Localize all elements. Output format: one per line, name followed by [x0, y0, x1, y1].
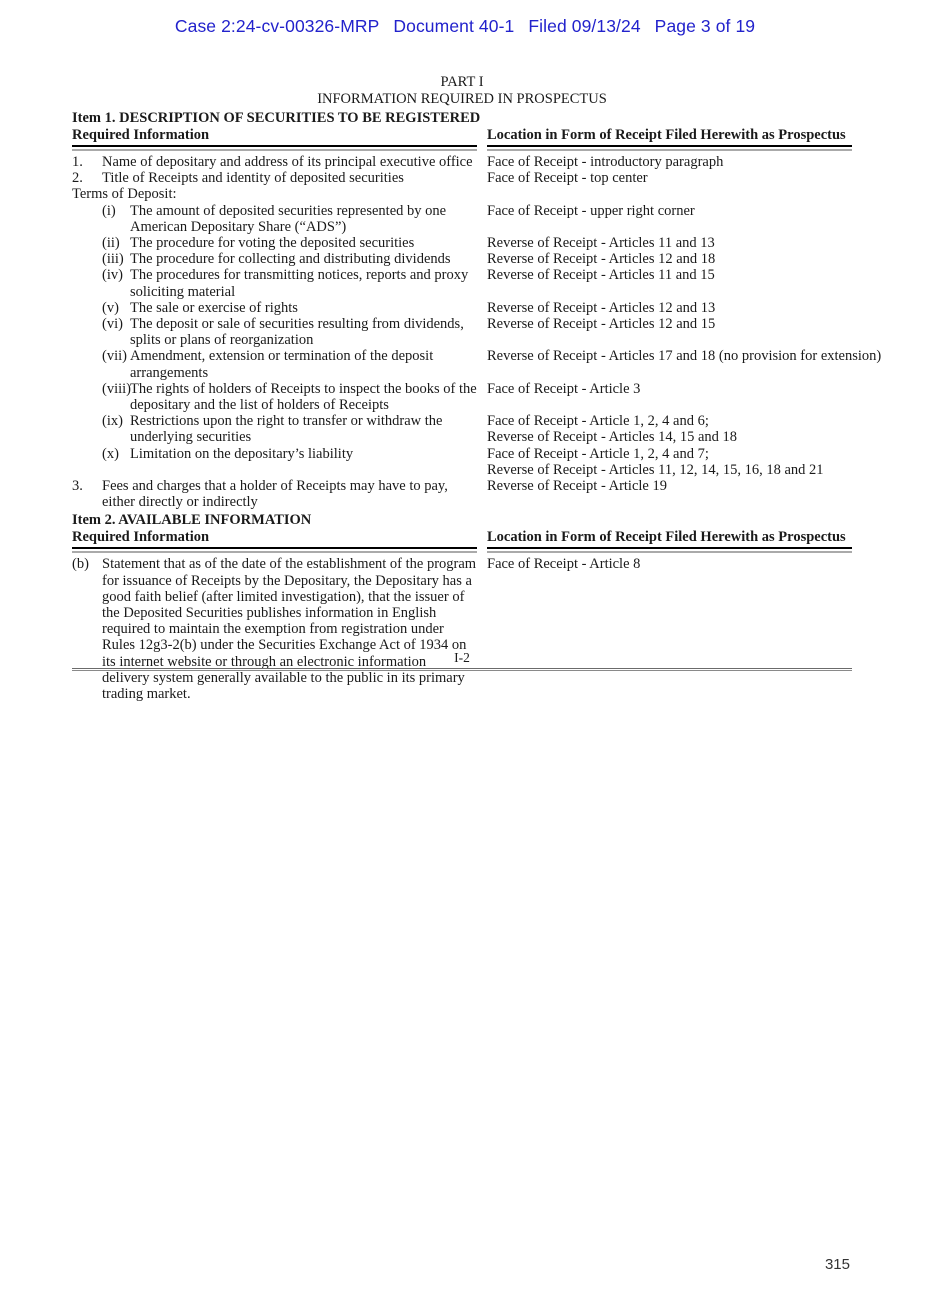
table-row: [72, 235, 852, 251]
row-required-information: [72, 300, 477, 316]
row-required-information: [72, 446, 477, 462]
item2-rows: [72, 556, 852, 702]
ecf-header-stamp: [0, 16, 930, 37]
row-left-text: Terms of Deposit:: [72, 186, 177, 203]
row-marker: 1.: [72, 154, 83, 170]
row-location-in-form: [487, 235, 852, 251]
row-location-in-form: [487, 300, 852, 316]
row-required-information: [72, 316, 477, 348]
table-row: [72, 446, 852, 478]
row-location-in-form: [487, 203, 852, 219]
row-marker: (ii): [102, 235, 120, 252]
row-right-line: Face of Receipt - upper right corner: [487, 202, 695, 219]
row-right-line: Reverse of Receipt - Articles 11 and 15: [487, 267, 715, 284]
row-right-line: Reverse of Receipt - Articles 11 and 13: [487, 235, 715, 252]
row-required-information: [72, 556, 477, 702]
row-right-line: Reverse of Receipt - Articles 11, 12, 14, 15, 16, 18 and 21: [487, 461, 824, 478]
row-required-information: [72, 478, 477, 510]
ecf-filed-date: Filed 09/13/24: [528, 16, 641, 36]
ecf-page-indicator: Page 3 of 19: [654, 16, 756, 36]
row-left-text: Statement that as of the date of the establishment of the program for issuance of Receipts by the Depositary, the Depositary has a good faith belief (after limited investigation), that the issuer of the Deposited Securities publishes information in English required to maintain the exemption from registration under Rules 12g3-2(b) under the Securities Exchange Act of 1934 on its internet website or through an electronic information delivery system generally available to the public in its primary trading market.: [102, 556, 477, 703]
row-left-text: Amendment, extension or termination of the deposit arrangements: [130, 348, 434, 381]
ecf-case-number: Case 2:24-cv-00326-MRP: [174, 16, 380, 36]
row-right-line: Reverse of Receipt - Articles 12 and 15: [487, 316, 716, 333]
row-marker: (iii): [102, 251, 124, 268]
row-left-text: The rights of holders of Receipts to inspect the books of the depositary and the list of holders of Receipts: [130, 380, 477, 414]
item1-rows: [72, 154, 882, 511]
row-left-text: Restrictions upon the right to transfer or withdraw the underlying securities: [130, 413, 443, 446]
item2-heading: Item 2. AVAILABLE INFORMATION: [72, 512, 312, 529]
row-marker: (b): [72, 556, 89, 573]
row-right-line: Reverse of Receipt - Articles 12 and 18: [487, 251, 716, 268]
item2-col-head-left: Required Information: [72, 529, 477, 549]
row-right-line: Face of Receipt - top center: [487, 170, 648, 187]
table-row: [72, 478, 852, 510]
row-right-line: Face of Receipt - Article 1, 2, 4 and 6;: [487, 413, 709, 430]
row-left-text: The procedures for transmitting notices, reports and proxy soliciting material: [130, 267, 469, 300]
row-location-in-form: [487, 478, 852, 494]
row-marker: (vi): [102, 316, 123, 333]
row-location-in-form: [487, 267, 852, 283]
row-left-text: The procedure for voting the deposited securities: [130, 235, 415, 252]
item2-col-head-right: Location in Form of Receipt Filed Herewith as Prospectus: [487, 529, 852, 549]
row-marker: (i): [102, 202, 116, 219]
page-footer: [72, 650, 852, 671]
row-required-information: [72, 267, 477, 299]
row-required-information: [72, 348, 477, 380]
table-row: [72, 316, 852, 348]
bates-page-number: 315: [824, 1256, 850, 1273]
row-left-text: The deposit or sale of securities resulting from dividends, splits or plans of reorganization: [130, 316, 464, 349]
table-row: [72, 413, 852, 445]
row-marker: 2.: [72, 170, 83, 187]
row-right-line: Face of Receipt - Article 1, 2, 4 and 7;: [487, 445, 709, 462]
row-location-in-form: [487, 170, 852, 186]
table-row: [72, 556, 852, 702]
row-location-in-form: [487, 316, 852, 332]
row-left-text: Limitation on the depositary’s liability: [130, 445, 354, 462]
row-location-in-form: [487, 251, 852, 267]
row-marker: (viii): [102, 380, 131, 397]
row-left-text: The sale or exercise of rights: [130, 299, 298, 316]
row-location-in-form: [487, 154, 852, 170]
row-location-in-form: [487, 556, 852, 572]
item1-col-head-right: Location in Form of Receipt Filed Herewith as Prospectus: [487, 127, 852, 147]
row-marker: (vii): [102, 348, 127, 365]
row-location-in-form: [487, 446, 852, 478]
row-location-in-form: [487, 348, 881, 364]
ecf-document-number: Document 40-1: [393, 16, 515, 36]
part-line-1: PART I: [440, 74, 484, 90]
row-left-text: Name of depositary and address of its principal executive office: [102, 154, 473, 170]
row-required-information: [72, 186, 477, 202]
row-required-information: [72, 170, 477, 186]
row-right-line: Reverse of Receipt - Article 19: [487, 478, 667, 495]
table-row: [72, 381, 852, 413]
row-right-line: Face of Receipt - Article 3: [487, 380, 641, 397]
row-right-line: Reverse of Receipt - Articles 12 and 13: [487, 299, 716, 316]
footer-divider: [72, 668, 852, 671]
table-row: [72, 170, 852, 186]
row-right-line: Reverse of Receipt - Articles 14, 15 and 18: [487, 429, 738, 446]
row-location-in-form: [487, 413, 852, 445]
row-left-text: Fees and charges that a holder of Receipts may have to pay, either directly or indirectly: [102, 478, 448, 511]
table-row: [72, 267, 852, 299]
row-right-line: Face of Receipt - Article 8: [487, 556, 641, 573]
table-row: [72, 348, 882, 381]
row-location-in-form: [487, 381, 852, 397]
row-left-text: The procedure for collecting and distributing dividends: [130, 251, 451, 268]
row-marker: (ix): [102, 413, 123, 430]
table-row: [72, 154, 852, 170]
item2-column-headers: [72, 529, 852, 549]
row-marker: 3.: [72, 478, 83, 495]
table-row: [72, 251, 852, 267]
row-left-text: Title of Receipts and identity of deposited securities: [102, 170, 404, 187]
part-line-2: INFORMATION REQUIRED IN PROSPECTUS: [317, 91, 607, 107]
row-left-text: The amount of deposited securities represented by one American Depositary Share (“ADS”): [130, 202, 447, 235]
row-right-line: Face of Receipt - introductory paragraph: [487, 154, 724, 170]
row-required-information: [72, 251, 477, 267]
table-row: [72, 203, 852, 235]
table-row: [72, 186, 852, 202]
part-heading: [72, 74, 852, 108]
item1-col-head-left: Required Information: [72, 127, 477, 147]
row-required-information: [72, 154, 477, 170]
item1-heading: Item 1. DESCRIPTION OF SECURITIES TO BE REGISTERED: [72, 110, 481, 126]
row-required-information: [72, 235, 477, 251]
document-body: [72, 74, 882, 703]
folio-label: I-2: [454, 650, 470, 665]
row-required-information: [72, 413, 477, 445]
item1-column-headers: [72, 127, 852, 147]
row-marker: (iv): [102, 267, 123, 284]
row-right-line: Reverse of Receipt - Articles 17 and 18 (no provision for extension): [487, 348, 882, 365]
row-marker: (x): [102, 445, 119, 462]
row-required-information: [72, 203, 477, 235]
row-marker: (v): [102, 299, 119, 316]
row-required-information: [72, 381, 477, 413]
table-row: [72, 300, 852, 316]
